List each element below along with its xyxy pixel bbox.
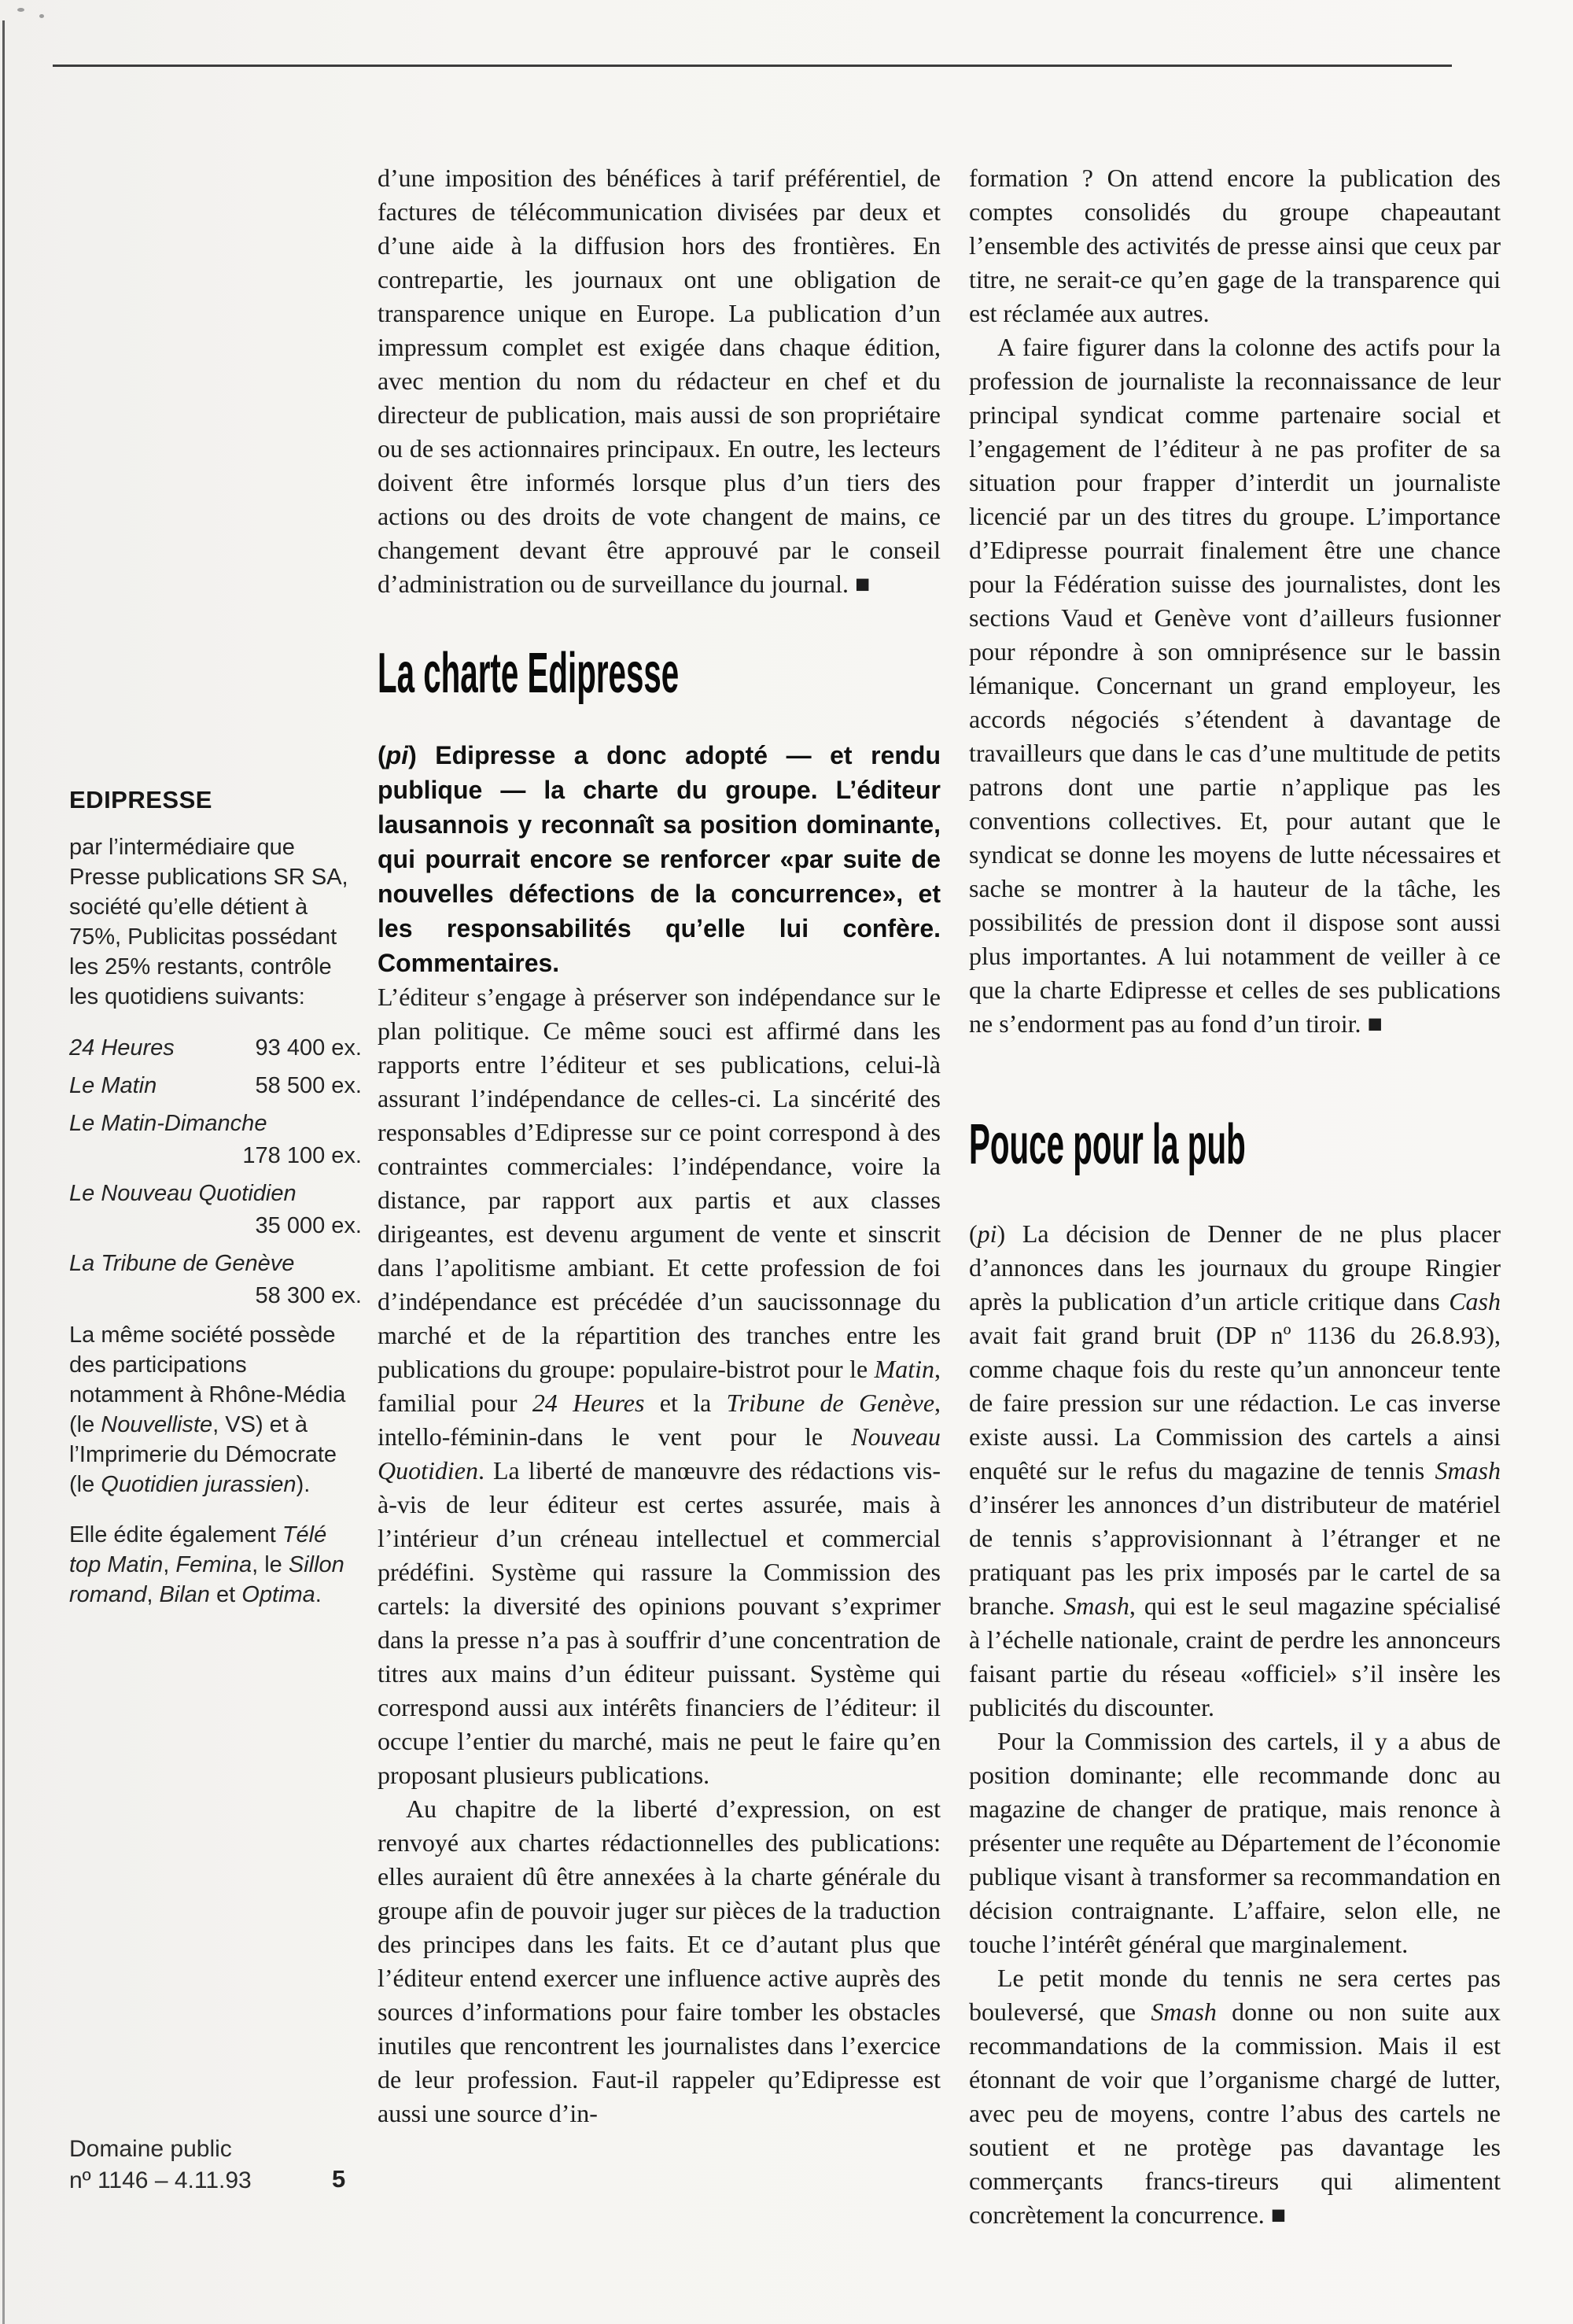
charte-continuation-paragraph: A faire figurer dans la colonne des actifs pour la profession de journaliste la reconnaissance de leur principal syndicat comme partenaire social et l’engagement de l’éditeur à ne pas profiter de sa situation pour frapper d’interdit un journaliste licencié par un des titres du groupe. L’importance d’Edipresse pourrait finalement être une chance pour la Fédération suisse des journalistes, dont les sections Vaud et Genève vont d’ailleurs fusionner pour répondre à son omniprésence sur le bassin lémanique. Concernant un grand employeur, les accords négociés s’étendent à davantage de travailleurs que dans le cas d’une multitude de petits patrons dont une partie n’applique pas les conventions collectives. Et, pour autant que le syndicat se donne les moyens de lutte nécessaires et sache se montrer à la hauteur de la tâche, les possibilités de pression dont il dispose sont aussi plus importantes. A lui notamment de veiller à ce que la charte Edipresse et celles de ses publications ne s’endorment pas au fond d’un tiroir. ■: [969, 333, 1501, 1038]
sidebar-intro: par l’intermédiaire que Presse publications SR SA, société qu’elle détient à 75%, Publicitas possédant les 25% restants, contrôle les quotidiens suivants:: [69, 835, 348, 1009]
column-middle: [378, 161, 941, 2130]
publication-row: [69, 1178, 362, 1242]
pub-paragraph: Pour la Commission des cartels, il y a abus de position dominante; elle recommande donc au magazine de changer de pratique, mais renonce à présenter une requête au Département de l’économie publique visant à transformer sa recommandation en décision contraignante. L’affaire, selon elle, ne touche l’intérêt général que marginalement.: [969, 1727, 1501, 1958]
charte-lede: (pi) Edipresse a donc adopté — et rendu publique — la charte du groupe. L’éditeur lausannois y reconnaît sa position dominante, qui pourrait encore se renforcer «par suite de nouvelles défections de la concurrence», et les responsabilités qu’elle lui confère. Commentaires.: [378, 741, 941, 977]
pub-paragraph: Le petit monde du tennis ne sera certes pas bouleversé, que Smash donne ou non suite aux recommandations de la commission. Mais il est étonnant de voir que l’organisme chargé de lutter, avec peu de moyens, contre l’abus des cartels ne soutient et ne protège pas davantage les commerçants francs-tireurs qui alimentent concrètement la concurrence. ■: [969, 1964, 1501, 2229]
article-title-pub: [969, 1113, 1501, 1176]
article-title-charte-text: La charte Edipresse: [378, 642, 680, 705]
publication-row: [69, 1070, 362, 1102]
scan-speck: [17, 8, 24, 12]
sidebar-note-editions: Elle édite également Télé top Matin, Femina, le Sillon romand, Bilan et Optima.: [69, 1522, 344, 1607]
publication-circulation: 93 400 ex.: [255, 1035, 362, 1061]
publication-row: [69, 1108, 362, 1172]
page-footer: [69, 2134, 305, 2197]
sidebar-edipresse: [69, 785, 362, 1630]
impressum-continuation-paragraph: d’une imposition des bénéfices à tarif préférentiel, de factures de télécommunication divisées par deux et d’une aide à la diffusion hors des frontières. En contrepartie, les journaux ont une obligation de transparence unique en Europe. La publication d’un impressum complet est exigée dans chaque édition, avec mention du nom du rédacteur en chef et du directeur de publication, mais aussi de son propriétaire ou de ses actionnaires principaux. En outre, les lecteurs doivent être informés lorsque plus d’un tiers des actions ou des droits de vote changent de mains, ce changement devant être approuvé par le conseil d’administration ou de surveillance du journal. ■: [378, 164, 941, 598]
column-right: [969, 161, 1501, 2232]
footer-page-number: 5: [332, 2165, 346, 2193]
footer-publication: Domaine public: [69, 2136, 232, 2162]
publication-circulation: 58 300 ex.: [255, 1283, 362, 1308]
pub-paragraph: (pi) La décision de Denner de ne plus placer d’annonces dans les journaux du groupe Ringier après la publication d’un article critique dans Cash avait fait grand bruit (DP nº 1136 du 26.8.93), comme chaque fois du reste qu’un annonceur tente de faire pression sur une rédaction. Le cas inverse existe aussi. La Commission des cartels a ainsi enquêté sur le refus du magazine de tennis Smash d’insérer les annonces d’un distributeur de matériel de tennis s’approvisionnant à l’étranger et ne pratiquant pas les prix imposés par le cartel de sa branche. Smash, qui est le seul magazine spécialisé à l’échelle nationale, craint de perdre les annonceurs faisant partie du réseau «officiel» s’il insère les publicités du discounter.: [969, 1219, 1501, 1721]
publication-circulation: 178 100 ex.: [242, 1143, 362, 1168]
publication-row: [69, 1248, 362, 1312]
charte-paragraph: L’éditeur s’engage à préserver son indépendance sur le plan politique. Ce même souci est affirmé dans les rapports entre l’éditeur et ses publications, celui-là assurant l’indépendance de celles-ci. La sincérité des responsables d’Edipresse sur ce point correspond à des contraintes commerciales: l’indépendance, voire la distance, par rapport aux partis et aux classes dirigeantes, est devenu argument de vente et sinscrit dans l’apolitisme ambiant. Et cette profession de foi d’indépendance est précédée d’un saucissonnage du marché et de la répartition des tranches entre les publications du groupe: populaire-bistrot pour le Matin, familial pour 24 Heures et la Tribune de Genève, intello-féminin-dans le vent pour le Nouveau Quotidien. La liberté de manœuvre des rédactions vis-à-vis de leur éditeur est certes assurée, mais à l’intérieur d’un créneau intellectuel et commercial prédéfini. Système qui rassure la Commission des cartels: la diversité des opinions pouvant s’exprimer dans la presse n’a pas à souffrir d’une concentration de titres aux mains d’un éditeur puissant. Système qui correspond aussi aux intérêts financiers de l’éditeur: il occupe l’entier du marché, mais ne peut le faire qu’en proposant plusieurs publications.: [378, 983, 941, 1789]
top-rule: [53, 65, 1452, 67]
charte-paragraph: Au chapitre de la liberté d’expression, on est renvoyé aux chartes rédactionnelles des publications: elles auraient dû être annexées à la charte générale du groupe afin de pouvoir juger sur pièces de la traduction des principes dans les faits. Et ce d’autant plus que l’éditeur entend exercer une influence active auprès des sources d’informations pour faire tomber les obstacles inutiles que rencontrent les journalistes dans l’exercice de leur profession. Faut-il rappeler qu’Edipresse est aussi une source d’in-: [378, 1795, 941, 2127]
charte-continuation-paragraph: formation ? On attend encore la publication des comptes consolidés du groupe chapeautant l’ensemble des activités de presse ainsi que ceux par titre, ne serait-ce qu’en gage de la transparence qui est réclamée aux autres.: [969, 164, 1501, 327]
publication-name: La Tribune de Genève: [69, 1251, 295, 1276]
article-title-pub-text: Pouce pour la pub: [969, 1113, 1246, 1176]
publication-name: 24 Heures: [69, 1035, 175, 1061]
footer-issue: nº 1146 – 4.11.93: [69, 2167, 252, 2193]
publication-name: Le Matin-Dimanche: [69, 1111, 267, 1136]
publication-circulation: 35 000 ex.: [255, 1213, 362, 1238]
sidebar-title: EDIPRESSE: [69, 786, 212, 813]
scan-edge-artifact: [2, 20, 5, 2324]
publication-list: [69, 1032, 362, 1312]
scan-speck: [39, 14, 44, 18]
publication-name: Le Matin: [69, 1073, 157, 1098]
article-title-charte: [378, 642, 941, 705]
publication-row: [69, 1032, 362, 1064]
sidebar-note-participations: La même société possède des participations notamment à Rhône-Média (le Nouvelliste, VS) et à l’Imprimerie du Démocrate (le Quotidien jurassien).: [69, 1322, 346, 1497]
publication-circulation: 58 500 ex.: [255, 1073, 362, 1098]
publication-name: Le Nouveau Quotidien: [69, 1181, 297, 1206]
